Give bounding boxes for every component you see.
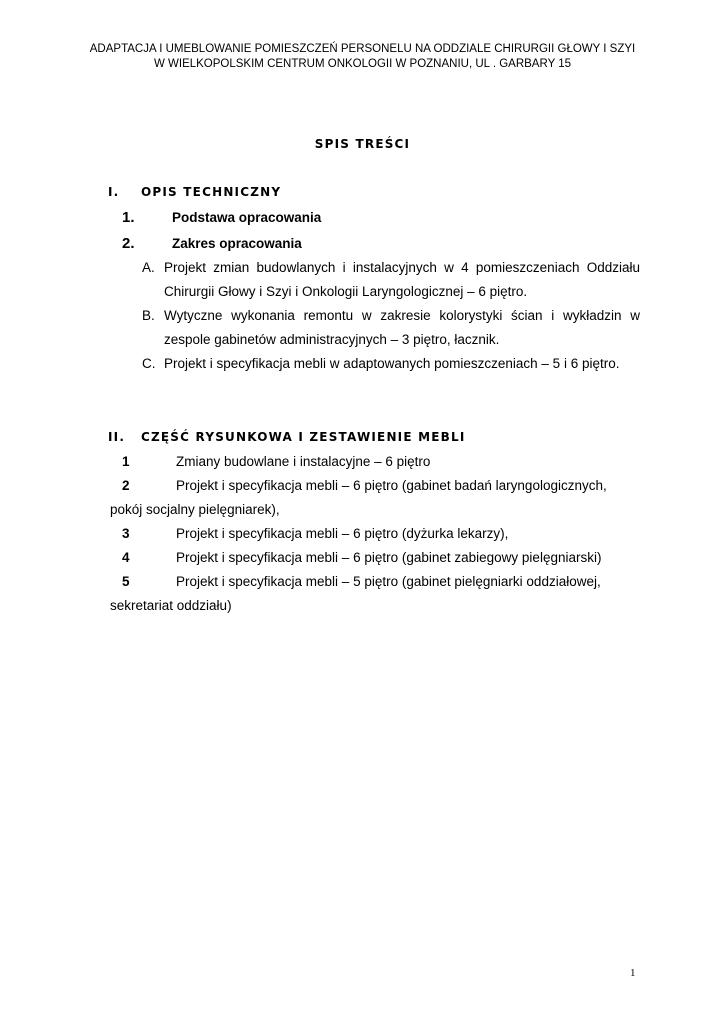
drawing-text: Projekt i specyfikacja mebli – 6 piętro (gabinet zabiegowy pielęgniarski) bbox=[176, 550, 602, 565]
section-title: OPIS TECHNICZNY bbox=[141, 185, 282, 199]
page-header bbox=[0, 42, 725, 72]
drawing-text: Zmiany budowlane i instalacyjne – 6 piętro bbox=[176, 454, 431, 469]
drawing-text: Projekt i specyfikacja mebli – 6 piętro (gabinet badań laryngologicznych, pokój socjalny pielęgniarek), bbox=[110, 478, 607, 517]
drawing-number: 5 bbox=[122, 574, 130, 589]
section-number: I. bbox=[108, 185, 120, 199]
list-text: Projekt i specyfikacja mebli w adaptowanych pomieszczeniach – 5 i 6 piętro. bbox=[164, 356, 620, 371]
drawing-list-item bbox=[122, 450, 622, 474]
drawing-list-item bbox=[122, 546, 622, 570]
subsection-label: Podstawa opracowania bbox=[172, 210, 322, 225]
page-number: 1 bbox=[630, 967, 636, 979]
drawing-list-item bbox=[122, 522, 622, 546]
drawing-number: 4 bbox=[122, 550, 130, 565]
drawing-number: 2 bbox=[122, 478, 130, 493]
section-title: CZĘŚĆ RYSUNKOWA I ZESTAWIENIE MEBLI bbox=[141, 430, 466, 444]
list-item bbox=[142, 256, 640, 304]
list-text: Wytyczne wykonania remontu w zakresie kolorystyki ścian i wykładzin w zespole gabinetów administracyjnych – 3 piętro, łacznik. bbox=[164, 308, 640, 347]
subsection-number: 1. bbox=[122, 209, 135, 226]
list-item bbox=[142, 304, 640, 352]
drawing-number: 1 bbox=[122, 454, 130, 469]
drawing-text: Projekt i specyfikacja mebli – 5 piętro (gabinet pielęgniarki oddziałowej, sekretariat oddziału) bbox=[110, 574, 601, 613]
section-number: II. bbox=[108, 430, 126, 444]
subsection-label: Zakres opracowania bbox=[172, 236, 302, 251]
drawing-text: Projekt i specyfikacja mebli – 6 piętro (dyżurka lekarzy), bbox=[176, 526, 509, 541]
list-marker: C. bbox=[142, 356, 156, 371]
drawing-list-item bbox=[110, 474, 622, 522]
toc-title: SPIS TREŚCI bbox=[314, 137, 411, 151]
header-line-2: W WIELKOPOLSKIM CENTRUM ONKOLOGII W POZNANIU, UL . GARBARY 15 bbox=[153, 58, 572, 70]
drawing-list-item bbox=[110, 570, 622, 618]
list-marker: B. bbox=[142, 308, 155, 323]
list-item bbox=[142, 352, 640, 376]
list-marker: A. bbox=[142, 260, 155, 275]
subsection-number: 2. bbox=[122, 235, 135, 252]
header-line-1: ADAPTACJA I UMEBLOWANIE POMIESZCZEŃ PERSONELU NA ODDZIALE CHIRURGII GŁOWY I SZYI bbox=[89, 43, 636, 55]
list-text: Projekt zmian budowlanych i instalacyjnych w 4 pomieszczeniach Oddziału Chirurgii Głowy i Szyi i Onkologii Laryngologicznej – 6 piętro. bbox=[164, 260, 640, 299]
drawing-number: 3 bbox=[122, 526, 130, 541]
